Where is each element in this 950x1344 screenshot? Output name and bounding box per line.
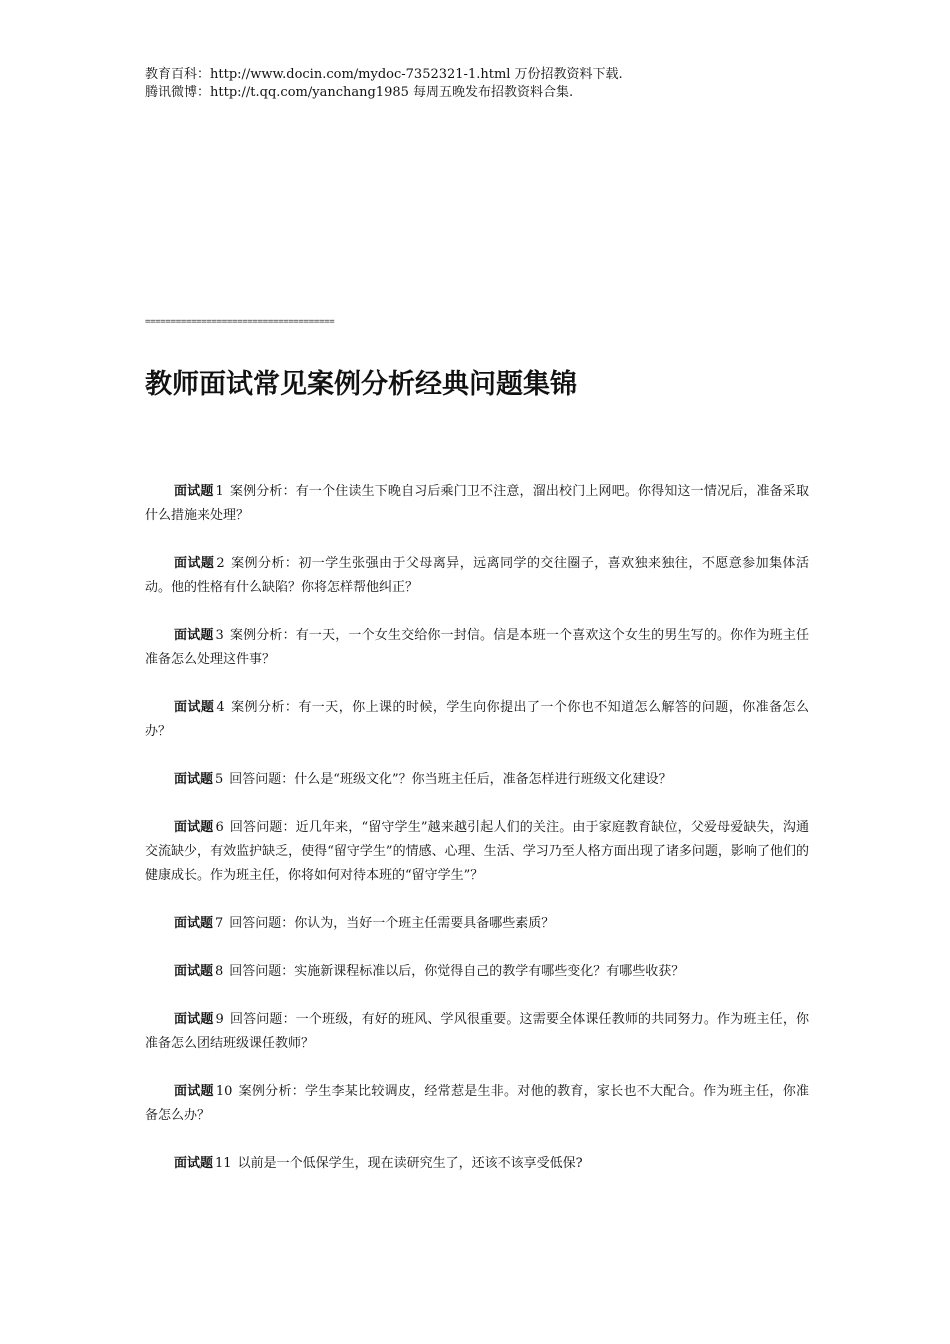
question-label: 面试题 bbox=[174, 484, 214, 499]
question-10 bbox=[145, 1080, 809, 1128]
question-text: 案例分析：有一天，一个女生交给你一封信。信是本班一个喜欢这个女生的男生写的。你作为班主任准备怎么处理这件事？ bbox=[145, 628, 809, 667]
divider-line: ===================================== bbox=[145, 317, 335, 327]
question-text: 回答问题：一个班级，有好的班风、学风很重要。这需要全体课任教师的共同努力。作为班主任，你准备怎么团结班级课任教师？ bbox=[145, 1012, 809, 1051]
question-text: 案例分析：初一学生张强由于父母离异，远离同学的交往圈子，喜欢独来独往，不愿意参加集体活动。他的性格有什么缺陷？你将怎样帮他纠正？ bbox=[145, 556, 809, 595]
question-7 bbox=[145, 912, 809, 936]
question-label: 面试题 bbox=[174, 1156, 214, 1171]
header-line-2: 腾讯微博：http://t.qq.com/yanchang1985 每周五晚发布招教资料合集. bbox=[145, 85, 574, 100]
question-4 bbox=[145, 696, 809, 744]
question-text: 案例分析：有一个住读生下晚自习后乘门卫不注意，溜出校门上网吧。你得知这一情况后，准备采取什么措施来处理？ bbox=[145, 484, 809, 523]
question-number: 10 bbox=[215, 1084, 233, 1099]
question-label: 面试题 bbox=[174, 700, 215, 715]
question-number: 4 bbox=[216, 700, 225, 715]
question-number: 3 bbox=[215, 628, 224, 643]
question-text: 案例分析：学生李某比较调皮，经常惹是生非。对他的教育，家长也不大配合。作为班主任，你准备怎么办？ bbox=[145, 1084, 809, 1123]
question-text: 回答问题：你认为，当好一个班主任需要具备哪些素质？ bbox=[229, 916, 555, 931]
question-2 bbox=[145, 552, 809, 600]
page-header bbox=[145, 66, 845, 102]
question-number: 2 bbox=[216, 556, 225, 571]
question-number: 7 bbox=[215, 916, 224, 931]
question-text: 回答问题：实施新课程标准以后，你觉得自己的教学有哪些变化？有哪些收获？ bbox=[229, 964, 685, 979]
question-list bbox=[145, 480, 809, 1200]
question-label: 面试题 bbox=[174, 1084, 214, 1099]
question-1 bbox=[145, 480, 809, 528]
question-label: 面试题 bbox=[174, 1012, 214, 1027]
question-label: 面试题 bbox=[174, 916, 214, 931]
question-number: 1 bbox=[215, 484, 224, 499]
question-11 bbox=[145, 1152, 809, 1176]
question-number: 11 bbox=[215, 1156, 232, 1171]
question-number: 8 bbox=[215, 964, 224, 979]
question-number: 5 bbox=[215, 772, 224, 787]
question-3 bbox=[145, 624, 809, 672]
question-text: 回答问题：什么是“班级文化”？你当班主任后，准备怎样进行班级文化建设？ bbox=[229, 772, 672, 787]
question-9 bbox=[145, 1008, 809, 1056]
question-text: 案例分析：有一天，你上课的时候，学生向你提出了一个你也不知道怎么解答的问题，你准备怎么办？ bbox=[145, 700, 809, 739]
question-label: 面试题 bbox=[174, 772, 214, 787]
question-label: 面试题 bbox=[174, 628, 214, 643]
header-line-1: 教育百科：http://www.docin.com/mydoc-7352321-1.html 万份招教资料下载. bbox=[145, 67, 623, 82]
question-8 bbox=[145, 960, 809, 984]
question-number: 6 bbox=[215, 820, 224, 835]
question-text: 回答问题：近几年来，“留守学生”越来越引起人们的关注。由于家庭教育缺位，父爱母爱缺失，沟通交流缺少，有效监护缺乏，使得“留守学生”的情感、心理、生活、学习乃至人格方面出现了诸多问题，影响了他们的健康成长。作为班主任，你将如何对待本班的“留守学生”？ bbox=[145, 820, 809, 883]
question-5 bbox=[145, 768, 809, 792]
question-label: 面试题 bbox=[174, 556, 215, 571]
question-label: 面试题 bbox=[174, 964, 214, 979]
question-6 bbox=[145, 816, 809, 888]
question-text: 以前是一个低保学生，现在读研究生了，还该不该享受低保? bbox=[237, 1156, 583, 1171]
document-title: 教师面试常见案例分析经典问题集锦 bbox=[145, 369, 577, 400]
question-number: 9 bbox=[215, 1012, 224, 1027]
question-label: 面试题 bbox=[174, 820, 214, 835]
